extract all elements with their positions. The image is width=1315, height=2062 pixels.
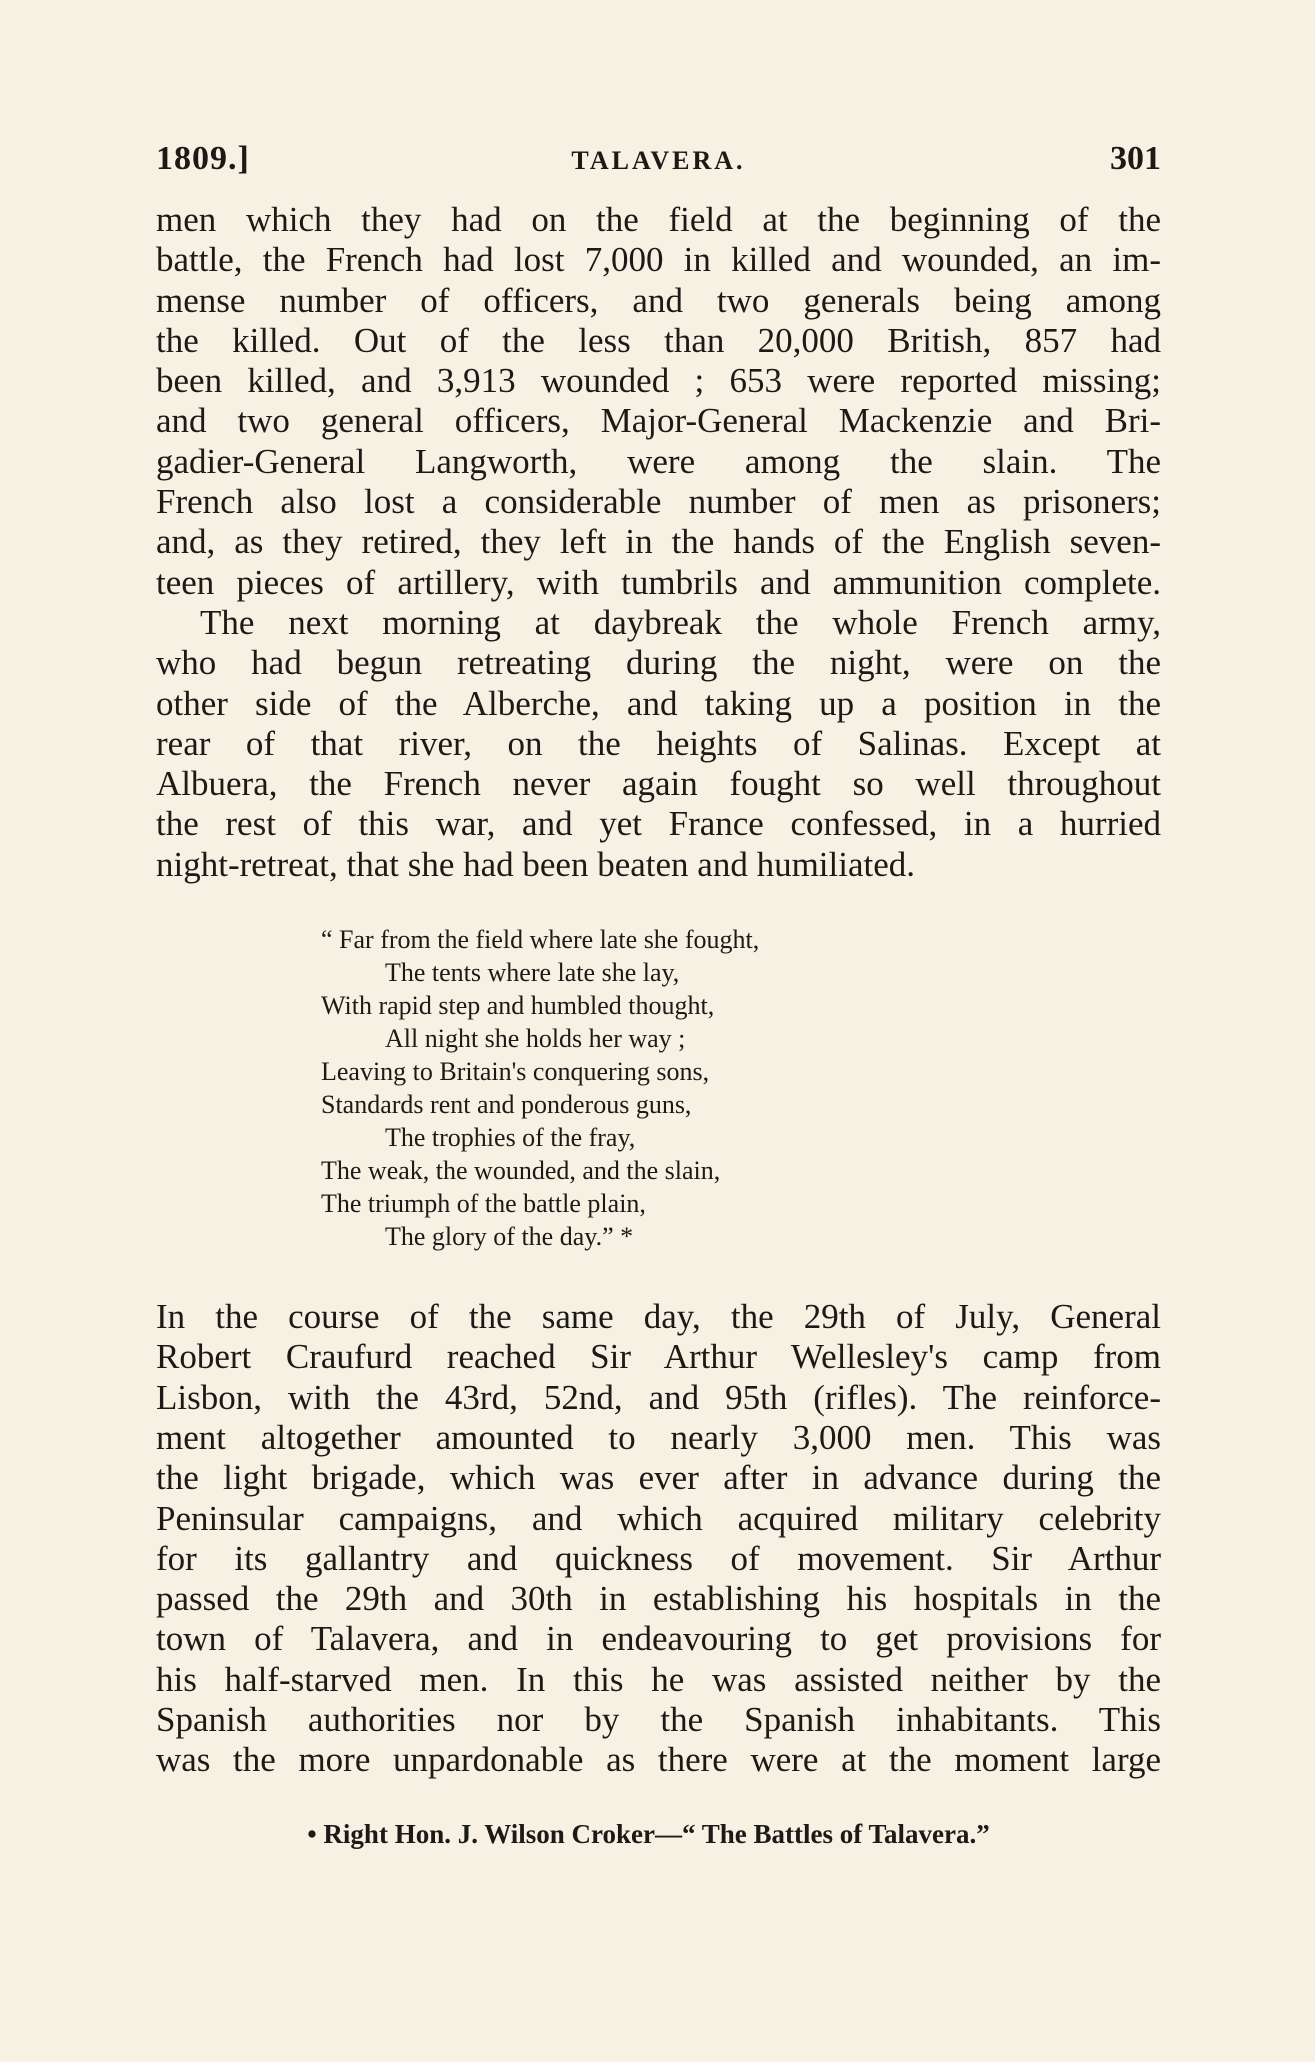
poem-line: The trophies of the fray, — [385, 1123, 636, 1153]
text-line: was the more unpardonable as there were at the moment large — [156, 1740, 1161, 1780]
footnote: • Right Hon. J. Wilson Croker—“ The Battles of Talavera.” — [307, 1818, 990, 1849]
poem-line: Leaving to Britain's conquering sons, — [321, 1057, 710, 1087]
text-line: who had begun retreating during the night, were on the — [156, 643, 1161, 683]
text-line: battle, the French had lost 7,000 in killed and wounded, an im- — [156, 240, 1161, 280]
poem-line: “ Far from the field where late she fought, — [321, 925, 760, 955]
poem-line: Standards rent and ponderous guns, — [321, 1090, 692, 1120]
text-line: town of Talavera, and in endeavouring to get provisions for — [156, 1619, 1161, 1659]
poem-line: All night she holds her way ; — [385, 1024, 686, 1054]
text-line: the rest of this war, and yet France confessed, in a hurried — [156, 804, 1161, 844]
text-line: the killed. Out of the less than 20,000 British, 857 had — [156, 320, 1161, 360]
text-line: men which they had on the field at the beginning of the — [156, 200, 1161, 239]
text-line: and two general officers, Major-General Mackenzie and Bri- — [156, 401, 1161, 441]
text-line: Lisbon, with the 43rd, 52nd, and 95th (rifles). The reinforce- — [156, 1377, 1161, 1417]
text-line: ment altogether amounted to nearly 3,000 men. This was — [156, 1417, 1161, 1457]
text-line: passed the 29th and 30th in establishing his hospitals in the — [156, 1579, 1161, 1619]
running-header — [156, 140, 1161, 200]
text-line: his half-starved men. In this he was assisted neither by the — [156, 1659, 1161, 1699]
poem-quotation — [321, 923, 1161, 1253]
text-line: In the course of the same day, the 29th of July, General — [156, 1297, 1161, 1337]
poem-line: The glory of the day.” * — [385, 1222, 634, 1252]
poem-line: The weak, the wounded, and the slain, — [321, 1156, 721, 1186]
text-line: other side of the Alberche, and taking up a position in the — [156, 683, 1161, 723]
text-line: Peninsular campaigns, and which acquired military celebrity — [156, 1498, 1161, 1538]
text-line: and, as they retired, they left in the hands of the English seven- — [156, 522, 1161, 562]
text-line: Robert Craufurd reached Sir Arthur Wellesley's camp from — [156, 1337, 1161, 1377]
book-page — [156, 140, 1161, 1850]
text-line: gadier-General Langworth, were among the slain. The — [156, 441, 1161, 481]
text-line: the light brigade, which was ever after in advance during the — [156, 1458, 1161, 1498]
text-line: Albuera, the French never again fought so well throughout — [156, 764, 1161, 804]
paragraph-casualties — [156, 200, 1161, 603]
text-line: Spanish authorities nor by the Spanish inhabitants. This — [156, 1700, 1161, 1740]
page-number: 301 — [1110, 140, 1161, 177]
text-line: French also lost a considerable number of men as prisoners; — [156, 482, 1161, 522]
text-line: The next morning at daybreak the whole French army, — [200, 602, 1161, 642]
header-title: TALAVERA. — [571, 146, 746, 175]
text-line: rear of that river, on the heights of Salinas. Except at — [156, 723, 1161, 763]
text-line: been killed, and 3,913 wounded ; 653 were reported missing; — [156, 361, 1161, 401]
text-line: teen pieces of artillery, with tumbrils and ammunition complete. — [156, 562, 1161, 602]
poem-line: The tents where late she lay, — [385, 958, 680, 988]
paragraph-retreat — [156, 603, 1161, 885]
text-line: night-retreat, that she had been beaten and humiliated. — [156, 844, 916, 884]
poem-line: The triumph of the battle plain, — [321, 1189, 646, 1219]
poem-line: With rapid step and humbled thought, — [321, 991, 715, 1021]
paragraph-craufurd — [156, 1297, 1161, 1781]
text-line: mense number of officers, and two generals being among — [156, 280, 1161, 320]
text-line: for its gallantry and quickness of movement. Sir Arthur — [156, 1538, 1161, 1578]
header-year: 1809.] — [156, 140, 250, 177]
